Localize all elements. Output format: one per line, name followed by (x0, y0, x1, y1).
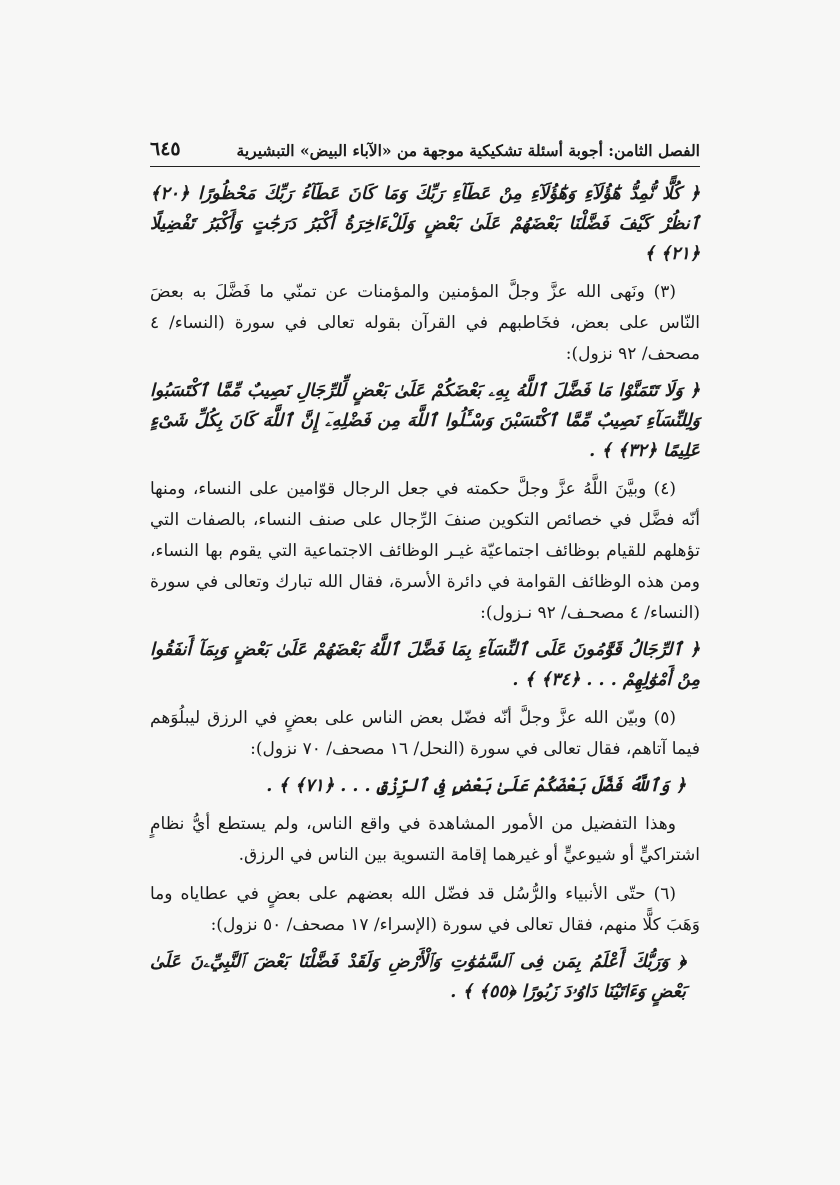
paragraph-6: (٦) حتّى الأنبياء والرُّسُل قد فضّل الله بعضهم على بعضٍ في عطاياه وما وَهَبَ كلًّا منهم، فقال تعالى في سورة (الإسراء/ ١٧ مصحف/ ٥٠ نزول): (150, 884, 700, 935)
quran-verse-nahl-71: ﴿ وَٱللَّهُ فَضَّلَ بَعْضَكُمْ عَلَىٰ بَعْضٍ فِى ٱلرِّزْقِ . . . ﴿٧١﴾ ﴾ . (266, 776, 686, 796)
page-content (150, 179, 700, 1007)
quran-verse-isra-20-21: ﴿ كُلًّا نُّمِدُّ هَٰٓؤُلَآءِ وَهَٰٓؤُلَآءِ مِنْ عَطَآءِ رَبِّكَ وَمَا كَانَ عَطَآءُ رَبِّكَ مَحْظُورًا ﴿٢٠﴾ ٱنظُرْ كَيْفَ فَضَّلْنَا بَعْضَهُمْ عَلَىٰ بَعْضٍ وَلَلْءَاخِرَةُ أَكْبَرُ دَرَجَٰتٍ وَأَكْبَرُ تَفْضِيلًا ﴿٢١﴾ ﴾ (150, 184, 700, 264)
text-block (150, 132, 700, 1013)
quran-verse-nisa-32: ﴿ وَلَا تَتَمَنَّوْا مَا فَضَّلَ ٱللَّهُ بِهِۦ بَعْضَكُمْ عَلَىٰ بَعْضٍ لِّلرِّجَالِ نَصِيبٌ مِّمَّا ٱكْتَسَبُوا وَلِلنِّسَآءِ نَصِيبٌ مِّمَّا ٱكْتَسَبْنَ وَسْـَٔلُوا ٱللَّهَ مِن فَضْلِهِۦٓ إِنَّ ٱللَّهَ كَانَ بِكُلِّ شَىْءٍ عَلِيمًا ﴿٣٢﴾ ﴾ . (150, 381, 700, 461)
quran-verse-isra-55: ﴿ وَرَبُّكَ أَعْلَمُ بِمَن فِى ٱلسَّمَٰوَٰتِ وَٱلْأَرْضِ وَلَقَدْ فَضَّلْنَا بَعْضَ ٱلنَّبِيِّۦنَ عَلَىٰ بَعْضٍ وَءَاتَيْنَا دَاوُۥدَ زَبُورًا ﴿٥٥﴾ ﴾ . (150, 952, 686, 1002)
running-header (150, 132, 700, 167)
chapter-title: الفصل الثامن: أجوبة أسئلة تشكيكية موجهة من «الآباء البيض» التبشيرية (236, 141, 700, 160)
quran-verse-nisa-34: ﴿ ٱلرِّجَالُ قَوَّٰمُونَ عَلَى ٱلنِّسَآءِ بِمَا فَضَّلَ ٱللَّهُ بَعْضَهُمْ عَلَىٰ بَعْضٍ وَبِمَآ أَنفَقُوا مِنْ أَمْوَٰلِهِمْ . . . ﴿٣٤﴾ ﴾ . (150, 640, 700, 690)
paragraph-5: (٥) وبيّن الله عزَّ وجلَّ أنّه فضّل بعض الناس على بعضٍ في الرزق ليبلُوَهم فيما آتاهم، فقال تعالى في سورة (النحل/ ١٦ مصحف/ ٧٠ نزول): (150, 708, 700, 759)
paragraph-3: (٣) ونَهى الله عزَّ وجلَّ المؤمنين والمؤمنات عن تمنّي ما فَضَّلَ به بعضَ النّاس على بعض، فخَاطبهم في القرآن بقوله تعالى في سورة (النساء/ ٤ مصحف/ ٩٢ نزول): (150, 282, 700, 364)
page-number: ٦٤٥ (150, 138, 181, 160)
paragraph-tafdil: وهذا التفضيل من الأمور المشاهدة في واقع الناس، ولم يستطع أيُّ نظامٍ اشتراكيٍّ أو شيوعيٍّ أو غيرهما إقامة التسوية بين الناس في الرزق. (150, 814, 700, 865)
paragraph-4: (٤) وبيَّنَ اللَّهُ عزَّ وجلَّ حكمته في جعل الرجال قوّامين على النساء، ومنها أنّه فضَّل في خصائص التكوين صنفَ الرِّجال على صنف النساء، بالصفات التي تؤهلهم للقيام بوظائف اجتماعيّة غيـر الوظائف الاجتماعية التي يقوم بها النساء، ومن هذه الوظائف القوامة في دائرة الأسرة، فقال الله تبارك وتعالى في سورة (النساء/ ٤ مصحـف/ ٩٢ نـزول): (150, 479, 700, 623)
